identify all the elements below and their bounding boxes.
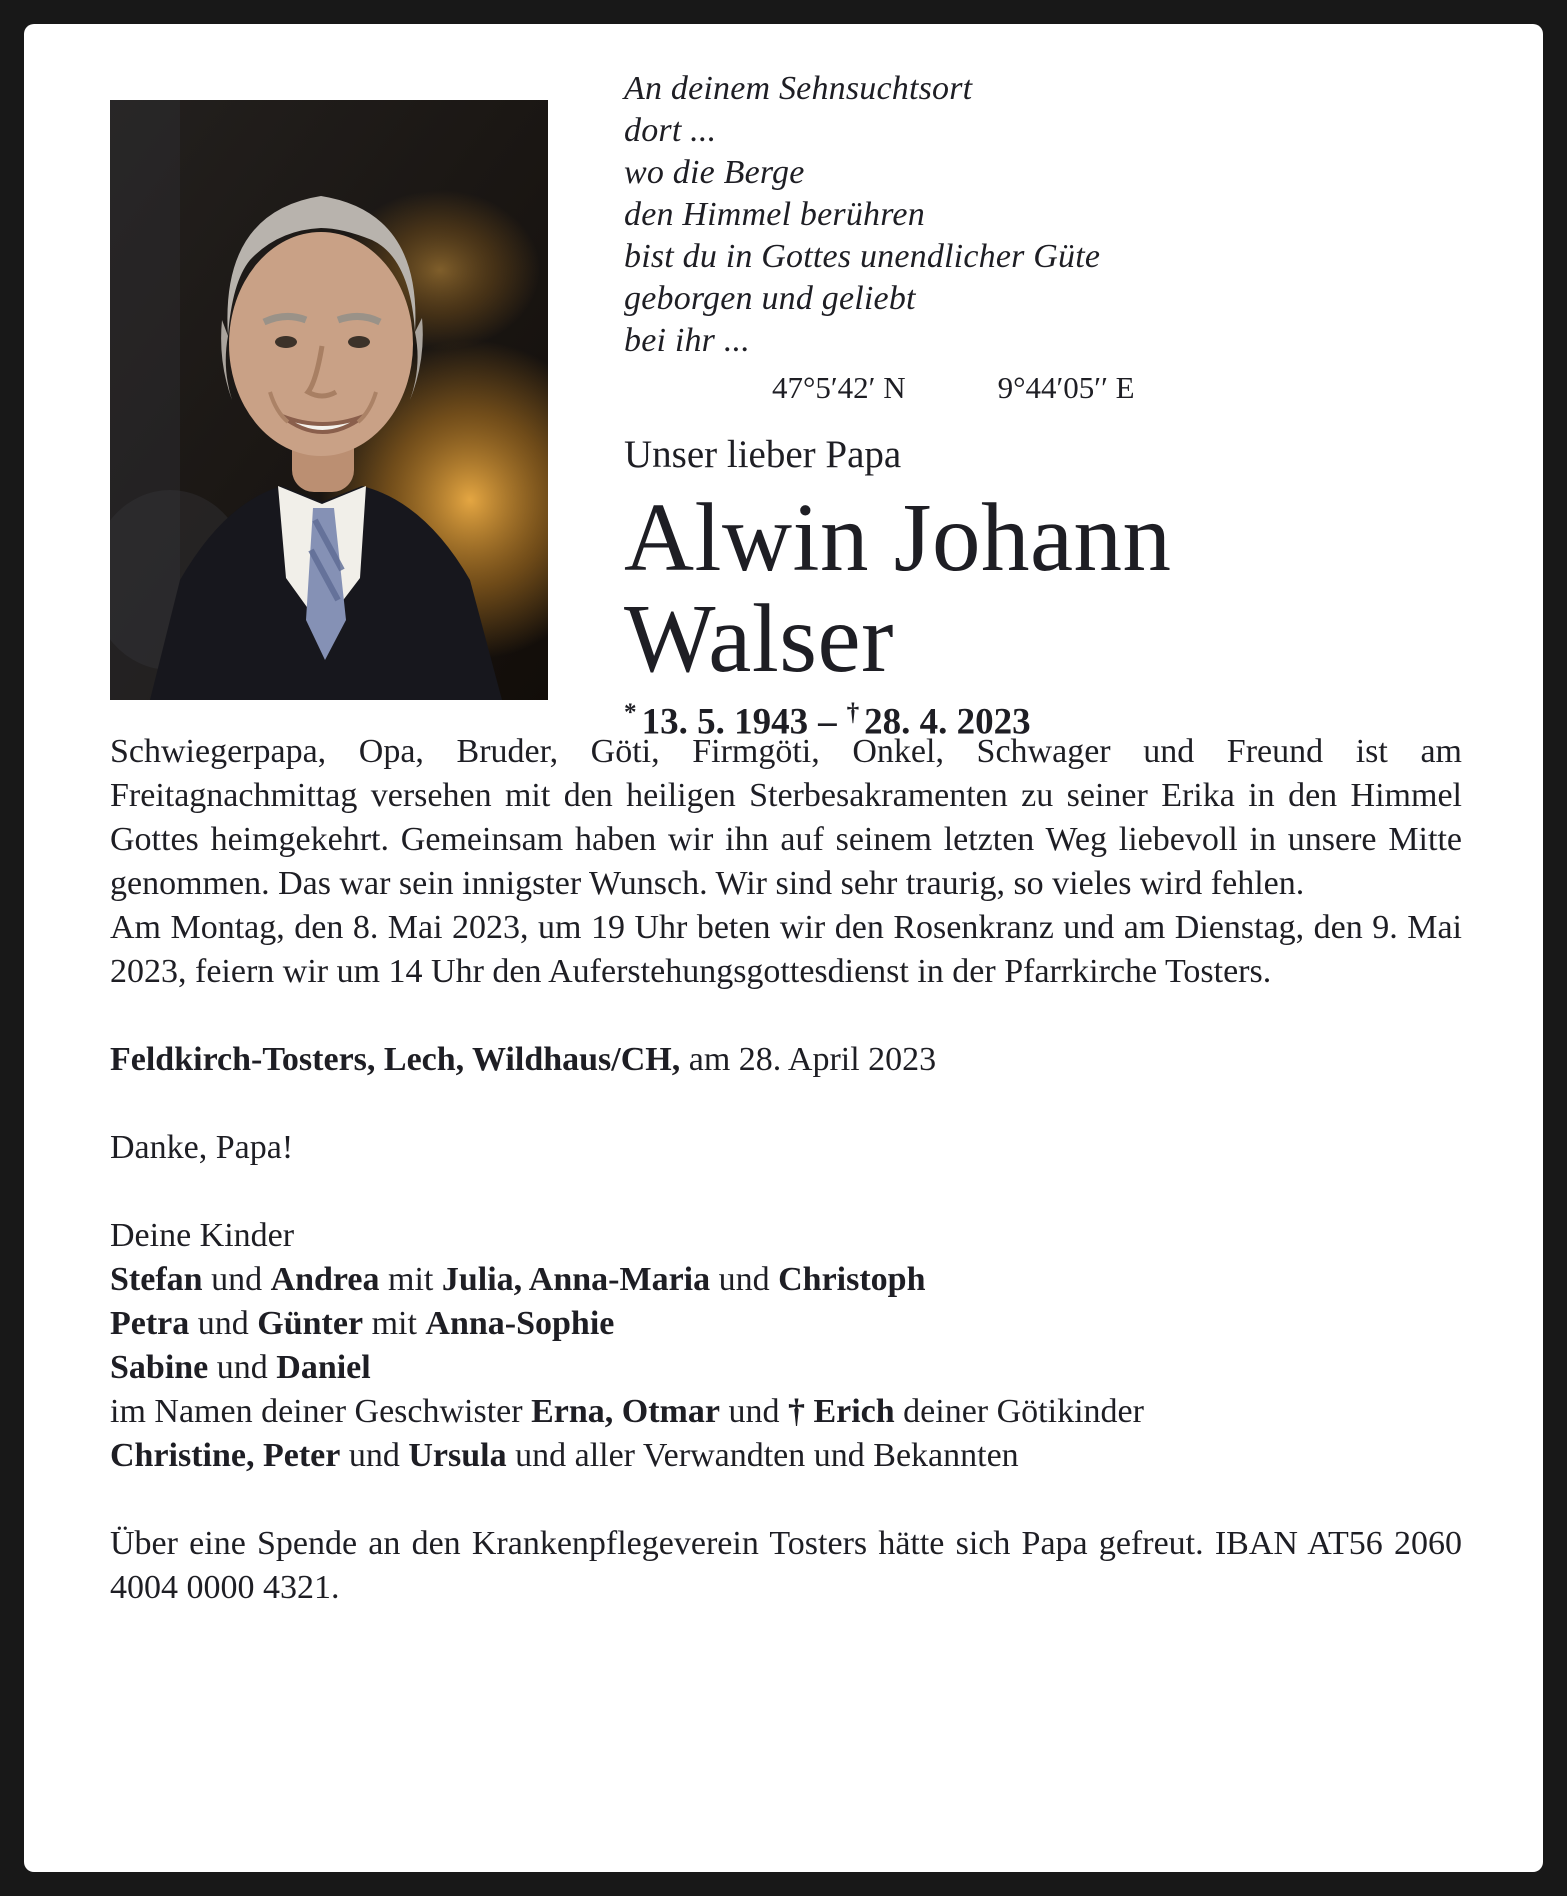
death-symbol: † bbox=[846, 699, 860, 726]
service-paragraph: Am Montag, den 8. Mai 2023, um 19 Uhr beten wir den Rosenkranz und am Dienstag, den 9. Mai 2023, feiern wir um 14 Uhr den Auferstehungsgottesdienst in der Pfarrkirche Tosters. bbox=[110, 909, 1462, 990]
poem-line: dort ... bbox=[624, 112, 717, 149]
poem-line: geborgen und geliebt bbox=[624, 280, 916, 317]
family-line: im Namen deiner Geschwister Erna, Otmar und † Erich deiner Götikinder bbox=[110, 1393, 1144, 1430]
coordinate-east: 9°44′05′′ E bbox=[997, 370, 1135, 405]
obituary-paper bbox=[24, 24, 1543, 1872]
donation-paragraph: Über eine Spende an den Krankenpflegeverein Tosters hätte sich Papa gefreut. IBAN AT56 2060 4004 0000 4321. bbox=[110, 1525, 1462, 1606]
family-line: Petra und Günter mit Anna-Sophie bbox=[110, 1305, 615, 1342]
family-line: Sabine und Daniel bbox=[110, 1349, 371, 1386]
poem-line: bist du in Gottes unendlicher Güte bbox=[624, 238, 1101, 275]
family-section bbox=[110, 1214, 1462, 1478]
death-date: 28. 4. 2023 bbox=[864, 701, 1031, 743]
deceased-name-line2: Walser bbox=[624, 585, 894, 692]
poem-line: wo die Berge bbox=[624, 154, 805, 191]
deceased-name-line1: Alwin Johann bbox=[624, 484, 1172, 591]
poem-line: An deinem Sehnsuchtsort bbox=[624, 70, 973, 107]
family-intro: Deine Kinder bbox=[110, 1217, 295, 1254]
places-date-line: Feldkirch-Tosters, Lech, Wildhaus/CH, am 28. April 2023 bbox=[110, 1041, 937, 1078]
birth-date: 13. 5. 1943 bbox=[641, 701, 809, 743]
family-line: Stefan und Andrea mit Julia, Anna-Maria und Christoph bbox=[110, 1261, 926, 1298]
family-line: Christine, Peter und Ursula und aller Verwandten und Bekannten bbox=[110, 1437, 1019, 1474]
intro-line: Unser lieber Papa bbox=[624, 433, 902, 476]
obituary-paragraph: Schwiegerpapa, Opa, Bruder, Göti, Firmgöti, Onkel, Schwager und Freund ist am Freitagnachmittag versehen mit den heiligen Sterbesakramenten zu seiner Erika in den Himmel Gottes heimgekehrt. Gemeinsam haben wir ihn auf seinem letzten Weg liebevoll in unsere Mitte genommen. Das war sein innigster Wunsch. Wir sind sehr traurig, so vieles wird fehlen. bbox=[110, 733, 1462, 902]
obituary-body bbox=[110, 730, 1462, 1610]
dates-separator: – bbox=[818, 701, 837, 743]
poem-line: bei ihr ... bbox=[624, 322, 750, 359]
birth-symbol: * bbox=[624, 699, 637, 726]
portrait-photo-graphic bbox=[110, 100, 548, 700]
thanks-line: Danke, Papa! bbox=[110, 1129, 294, 1166]
portrait-photo bbox=[110, 100, 548, 700]
coordinates bbox=[624, 370, 1496, 406]
deceased-name bbox=[624, 484, 1496, 692]
memorial-poem bbox=[624, 68, 1496, 362]
header-column bbox=[624, 68, 1496, 743]
poem-line: den Himmel berühren bbox=[624, 196, 925, 233]
coordinate-north: 47°5′42′ N bbox=[772, 370, 906, 405]
